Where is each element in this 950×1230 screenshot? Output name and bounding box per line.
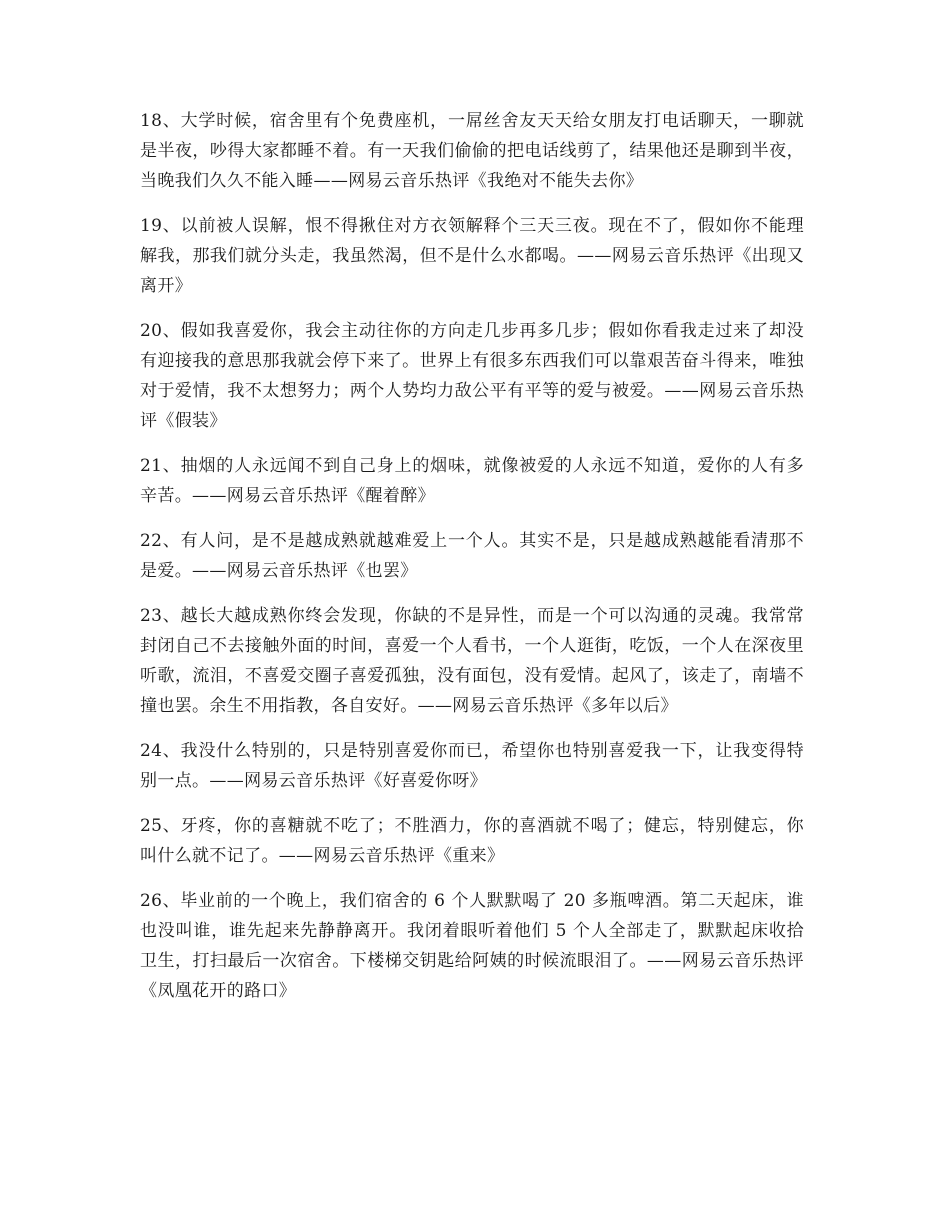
comment-paragraph-23: 23、越长大越成熟你终会发现，你缺的不是异性，而是一个可以沟通的灵魂。我常常封闭自己不去接触外面的时间，喜爱一个人看书，一个人逛街，吃饭，一个人在深夜里听歌，流泪，不喜爱交圈子喜爱孤独，没有面包，没有爱情。起风了，该走了，南墙不撞也罢。余生不用指教，各自安好。——网易云音乐热评《多年以后》 xyxy=(140,606,804,716)
comment-paragraph-25: 25、牙疼，你的喜糖就不吃了；不胜酒力，你的喜酒就不喝了；健忘，特别健忘，你叫什么就不记了。——网易云音乐热评《重来》 xyxy=(140,816,804,866)
comment-paragraph-19: 19、以前被人误解，恨不得揪住对方衣领解释个三天三夜。现在不了，假如你不能理解我，那我们就分头走，我虽然渴，但不是什么水都喝。——网易云音乐热评《出现又离开》 xyxy=(140,216,804,296)
document-body xyxy=(140,106,804,1021)
comment-paragraph-21: 21、抽烟的人永远闻不到自己身上的烟味，就像被爱的人永远不知道，爱你的人有多辛苦。——网易云音乐热评《醒着醉》 xyxy=(140,456,804,506)
comment-paragraph-26: 26、毕业前的一个晚上，我们宿舍的 6 个人默默喝了 20 多瓶啤酒。第二天起床，谁也没叫谁，谁先起来先静静离开。我闭着眼听着他们 5 个人全部走了，默默起床收拾卫生，打扫最后一次宿舍。下楼梯交钥匙给阿姨的时候流眼泪了。——网易云音乐热评《凤凰花开的路口》 xyxy=(140,891,804,1001)
comment-paragraph-18: 18、大学时候，宿舍里有个免费座机，一屌丝舍友天天给女朋友打电话聊天，一聊就是半夜，吵得大家都睡不着。有一天我们偷偷的把电话线剪了，结果他还是聊到半夜，当晚我们久久不能入睡——网易云音乐热评《我绝对不能失去你》 xyxy=(140,111,804,191)
comment-paragraph-24: 24、我没什么特别的，只是特别喜爱你而已，希望你也特别喜爱我一下，让我变得特别一点。——网易云音乐热评《好喜爱你呀》 xyxy=(140,741,804,791)
comment-paragraph-20: 20、假如我喜爱你，我会主动往你的方向走几步再多几步；假如你看我走过来了却没有迎接我的意思那我就会停下来了。世界上有很多东西我们可以靠艰苦奋斗得来，唯独对于爱情，我不太想努力；两个人势均力敌公平有平等的爱与被爱。——网易云音乐热评《假装》 xyxy=(140,321,804,431)
comment-paragraph-22: 22、有人问，是不是越成熟就越难爱上一个人。其实不是，只是越成熟越能看清那不是爱。——网易云音乐热评《也罢》 xyxy=(140,531,804,581)
